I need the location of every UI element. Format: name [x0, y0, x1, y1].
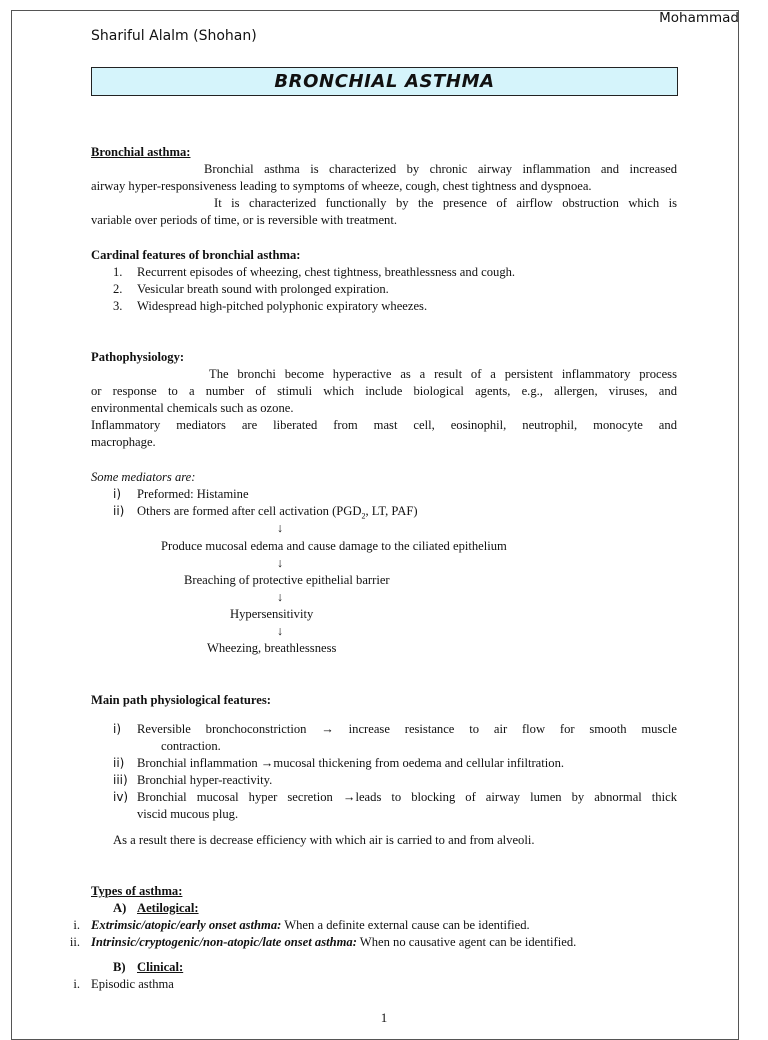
list-text: Recurrent episodes of wheezing, chest tightness, breathlessness and cough. — [137, 265, 516, 279]
type-item-desc: When a definite external cause can be identified. — [281, 918, 530, 932]
types-a-title: Aetilogical: — [137, 901, 199, 915]
list-number: i) — [113, 722, 122, 736]
subscript: 2 — [361, 511, 366, 521]
type-item-desc: Episodic asthma — [91, 977, 174, 991]
types-a-label: A) — [113, 901, 127, 915]
flow-arrow: ↓ — [276, 590, 284, 604]
document-title: BRONCHIAL ASTHMA — [91, 67, 678, 96]
cardinal-item — [113, 264, 515, 281]
types-b-title: Clinical: — [137, 960, 184, 974]
list-text-after: , LT, PAF) — [365, 504, 418, 518]
type-item — [91, 917, 530, 934]
list-number: iv) — [113, 790, 129, 804]
type-item-term: Extrimsic/atopic/early onset asthma: — [91, 918, 282, 932]
types-b-heading — [113, 959, 183, 976]
list-number: i. — [73, 977, 80, 991]
patho-line2: or response to a number of stimuli which include biological agents, e.g., allergen, viruses, and — [91, 384, 677, 398]
list-number: ii) — [113, 504, 125, 518]
mediator-item — [113, 503, 418, 525]
list-text: Preformed: Histamine — [137, 487, 249, 501]
list-text: Vesicular breath sound with prolonged expiration. — [137, 282, 389, 296]
list-number: 3. — [113, 299, 123, 313]
definition-heading: Bronchial asthma: — [91, 145, 191, 159]
main-features-heading: Main path physiological features: — [91, 693, 271, 707]
types-heading: Types of asthma: — [91, 884, 183, 898]
list-number: ii) — [113, 756, 125, 770]
flow-step: Produce mucosal edema and cause damage to the ciliated epithelium — [161, 539, 507, 553]
type-item-desc: When no causative agent can be identified. — [356, 935, 577, 949]
definition-para1-line2: airway hyper-responsiveness leading to symptoms of wheeze, cough, chest tightness and dyspnoea. — [91, 179, 592, 193]
cardinal-item — [113, 281, 389, 298]
feature-item-line1: Bronchial mucosal hyper secretion →leads to blocking of airway lumen by abnormal thick — [137, 790, 677, 804]
flow-step: Hypersensitivity — [230, 607, 314, 621]
flow-arrow: ↓ — [276, 521, 284, 535]
patho-line3: environmental chemicals such as ozone. — [91, 401, 294, 415]
types-a-heading — [113, 900, 199, 917]
cardinal-heading: Cardinal features of bronchial asthma: — [91, 248, 301, 262]
feature-item-line2: contraction. — [161, 739, 221, 753]
cardinal-item — [113, 298, 427, 315]
feature-item-line1: Bronchial inflammation →mucosal thickening from oedema and cellular infiltration. — [137, 756, 565, 770]
flow-step: Wheezing, breathlessness — [207, 641, 337, 655]
list-number: iii) — [113, 773, 128, 787]
definition-para2-line2: variable over periods of time, or is reversible with treatment. — [91, 213, 397, 227]
mediators-label: Some mediators are: — [91, 470, 196, 484]
type-item-term: Intrinsic/cryptogenic/non-atopic/late onset asthma: — [91, 935, 357, 949]
list-number: i. — [73, 918, 80, 932]
list-text: Widespread high-pitched polyphonic expiratory wheezes. — [137, 299, 428, 313]
feature-item-line1: Bronchial hyper-reactivity. — [137, 773, 273, 787]
feature-item-line1: Reversible bronchoconstriction → increase resistance to air flow for smooth muscle — [137, 722, 677, 736]
definition-para1-line1: Bronchial asthma is characterized by chronic airway inflammation and increased — [204, 162, 677, 176]
list-text-before: Others are formed after cell activation (PGD — [137, 504, 362, 518]
types-b-label: B) — [113, 960, 126, 974]
list-number: 1. — [113, 265, 123, 279]
definition-para2-line1: It is characterized functionally by the presence of airflow obstruction which is — [214, 196, 677, 210]
patho-line1: The bronchi become hyperactive as a result of a persistent inflammatory process — [209, 367, 677, 381]
features-result: As a result there is decrease efficiency with which air is carried to and from alveoli. — [113, 833, 535, 847]
flow-arrow: ↓ — [276, 624, 284, 638]
list-number: 2. — [113, 282, 123, 296]
flow-step: Breaching of protective epithelial barrier — [184, 573, 390, 587]
flow-arrow: ↓ — [276, 556, 284, 570]
list-number: ii. — [69, 935, 80, 949]
patho-line5: macrophage. — [91, 435, 156, 449]
patho-heading: Pathophysiology: — [91, 350, 185, 364]
mediator-item — [113, 486, 249, 503]
feature-item-line2: viscid mucous plug. — [137, 807, 239, 821]
header-author-right: Mohammad — [659, 10, 739, 26]
page-number: 1 — [380, 1010, 388, 1025]
type-item — [91, 934, 576, 951]
list-number: i) — [113, 487, 122, 501]
patho-line4: Inflammatory mediators are liberated from mast cell, eosinophil, neutrophil, monocyte and — [91, 418, 677, 432]
header-author-left: Shariful Alalm (Shohan) — [91, 28, 257, 44]
